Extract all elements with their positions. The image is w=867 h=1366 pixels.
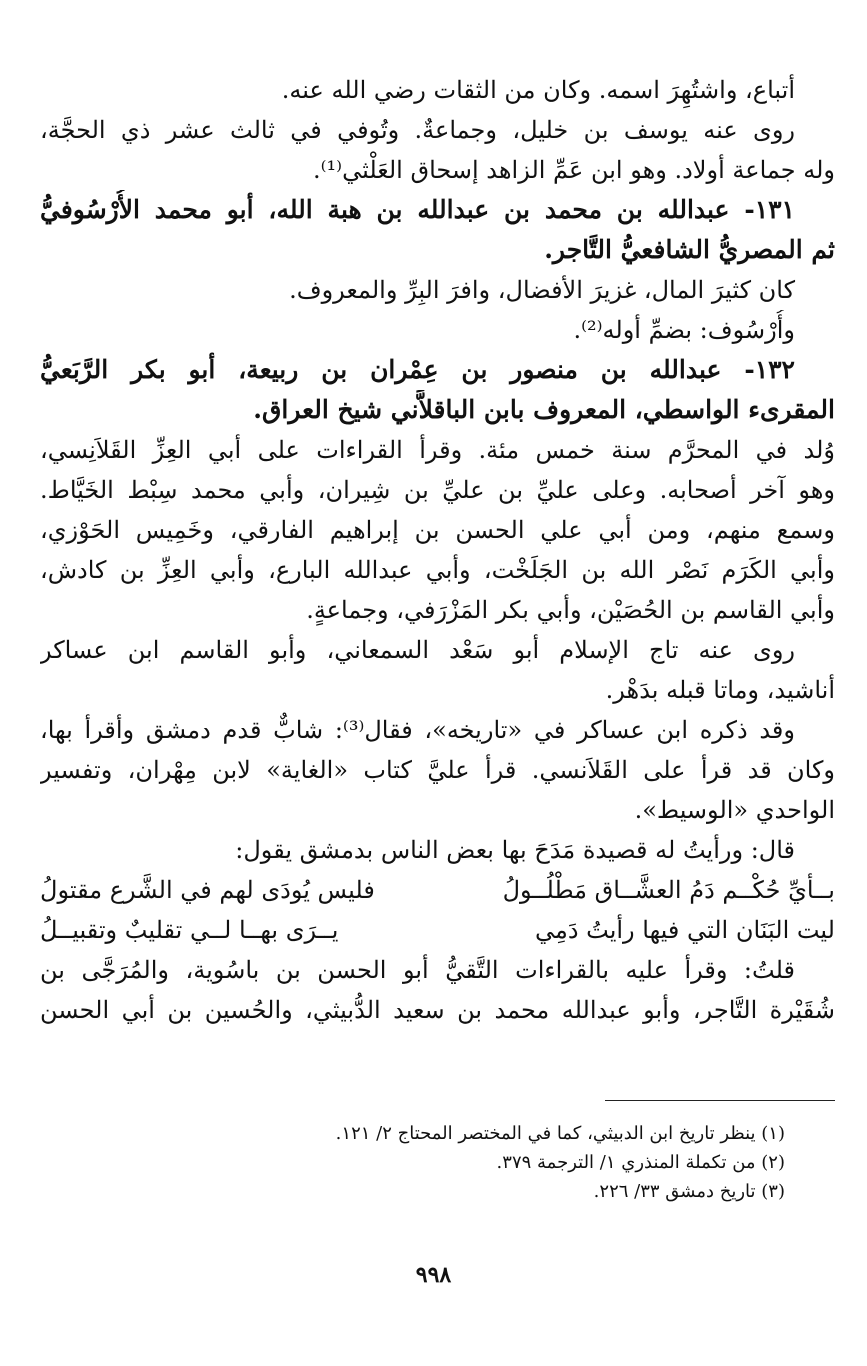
verse-second-hemistich: فليس يُودَى لهم في الشَّرع مقتولُ bbox=[40, 876, 375, 904]
text-line: وُلد في المحرَّم سنة خمس مئة. وقرأ القراءات على أبي العِزِّ القَلاَنِسي، bbox=[40, 436, 835, 464]
text-line: وهو آخر أصحابه. وعلى عليِّ بن عليِّ بن شِيران، وأبي محمد سِبْط الخَيَّاط. bbox=[40, 476, 835, 504]
verse-first-hemistich: بــأيِّ حُكْــم دَمُ العشَّــاق مَطْلُــولُ bbox=[502, 876, 835, 904]
text-line: قال: ورأيتُ له قصيدة مَدَحَ بها بعض الناس بدمشق يقول: bbox=[235, 836, 795, 864]
text-line: كان كثيرَ المال، غزيرَ الأفضال، وافرَ البِرِّ والمعروف. bbox=[289, 276, 795, 304]
text-line: شُقَيْرة التَّاجر، وأبو عبدالله محمد بن سعيد الدُّبيثي، والحُسين بن أبي الحسن bbox=[40, 996, 835, 1024]
footnote-divider bbox=[605, 1100, 835, 1101]
text-line: وأُرْسُوف: بضمِّ أوله⁽²⁾. bbox=[573, 316, 795, 344]
text-line: الواحدي «الوسيط». bbox=[634, 796, 835, 824]
page-number: ٩٩٨ bbox=[415, 1262, 452, 1288]
entry-heading: ١٣١- عبدالله بن محمد بن عبدالله بن هبة الله، أبو محمد الأُرْسُوفيُّ bbox=[40, 195, 795, 224]
text-line: وأبي القاسم بن الحُصَيْن، وأبي بكر المَزْرَفي، وجماعةٍ. bbox=[306, 596, 835, 624]
entry-heading: المقرىء الواسطي، المعروف بابن الباقلاَّني شيخ العراق. bbox=[253, 395, 835, 424]
text-line: روى عنه تاج الإسلام أبو سَعْد السمعاني، وأبو القاسم ابن عساكر bbox=[40, 636, 795, 664]
text-line: روى عنه يوسف بن خليل، وجماعةٌ. وتُوفي في ثالث عشر ذي الحجَّة، bbox=[40, 116, 795, 144]
entry-heading: ثم المصريُّ الشافعيُّ التَّاجر. bbox=[544, 235, 835, 264]
text-line: أتباع، واشتُهِرَ اسمه. وكان من الثقات رضي الله عنه. bbox=[281, 76, 795, 104]
text-line: وسمع منهم، ومن أبي علي الحسن بن إبراهيم الفارقي، وخَمِيس الحَوْزي، bbox=[40, 516, 835, 544]
text-line: أناشيد، وماتا قبله بدَهْر. bbox=[605, 676, 835, 704]
verse-second-hemistich: يــرَى بهــا لــي تقليبٌ وتقبيــلُ bbox=[40, 916, 339, 944]
entry-heading: ١٣٢- عبدالله بن منصور بن عِمْران بن ربيعة، أبو بكر الرَّبَعيُّ bbox=[40, 355, 795, 384]
text-line: وكان قد قرأ على القَلاَنسي. قرأ عليَّ كتاب «الغاية» لابن مِهْران، وتفسير bbox=[40, 756, 835, 784]
footnotes bbox=[40, 1100, 835, 1206]
poem-verse bbox=[40, 870, 835, 910]
verse-first-hemistich: ليت البَنَان التي فيها رأيتُ دَمِي bbox=[534, 916, 835, 944]
text-line: وقد ذكره ابن عساكر في «تاريخه»، فقال⁽³⁾: شابٌّ قدم دمشق وأقرأ بها، bbox=[40, 716, 795, 744]
footnote: (١) ينظر تاريخ ابن الدبيثي، كما في المختصر المحتاج ٢/ ١٢١. bbox=[335, 1123, 785, 1144]
text-line: وله جماعة أولاد. وهو ابن عَمِّ الزاهد إسحاق العَلْثي⁽¹⁾. bbox=[313, 156, 835, 184]
footnote: (٣) تاريخ دمشق ٣٣/ ٢٢٦. bbox=[593, 1181, 785, 1202]
text-line: قلتُ: وقرأ عليه بالقراءات التَّقيُّ أبو الحسن بن باسُوية، والمُرَجَّى بن bbox=[40, 956, 795, 984]
poem-verse bbox=[40, 910, 835, 950]
text-line: وأبي الكَرَم نَصْر الله بن الجَلَخْت، وأبي عبدالله البارع، وأبي العِزِّ بن كادش، bbox=[40, 556, 835, 584]
footnote: (٢) من تكملة المنذري ١/ الترجمة ٣٧٩. bbox=[496, 1152, 785, 1173]
main-text bbox=[40, 70, 835, 1030]
